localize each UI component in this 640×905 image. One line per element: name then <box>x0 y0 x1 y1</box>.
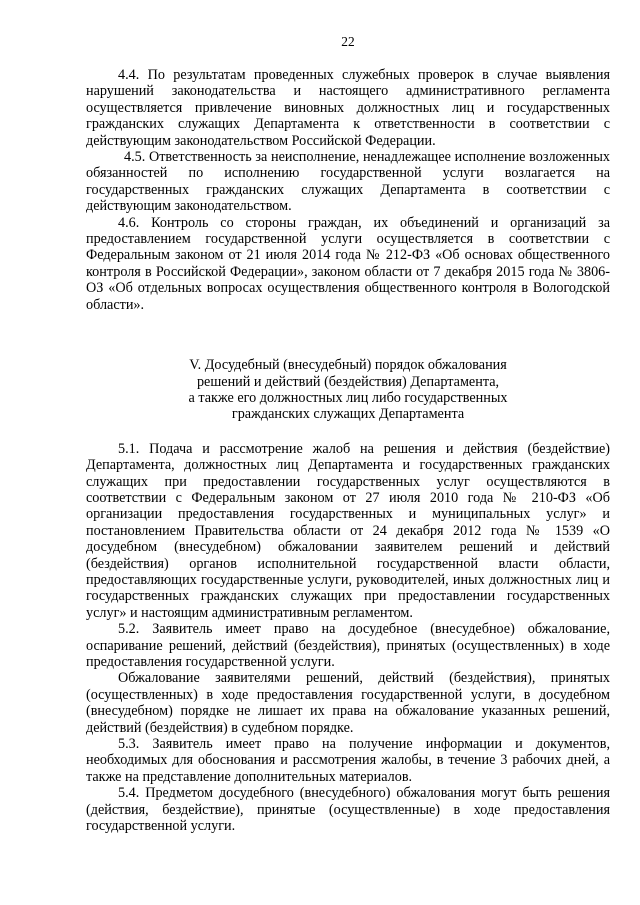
paragraph-4-4: 4.4. По результатам проведенных служебных проверок в случае выявления нарушений законодательства и настоящего административного регламента осуществляется привлечение виновных должностных лиц и государственных гражданских служащих Департамента к ответственности в соответствии с действующим законодательством Российской Федерации. <box>86 67 610 149</box>
document-body <box>86 67 610 834</box>
page-number: 22 <box>341 34 355 49</box>
section-heading-line: гражданских служащих Департамента <box>231 406 465 423</box>
paragraph-5-3: 5.3. Заявитель имеет право на получение информации и документов, необходимых для обоснования и рассмотрения жалобы, в течение 3 рабочих дней, а также на представление дополнительных материалов. <box>86 736 610 785</box>
paragraph-5-4: 5.4. Предметом досудебного (внесудебного) обжалования могут быть решения (действия, бездействие), принятые (осуществленные) в ходе предоставления государственной услуги. <box>86 785 610 835</box>
paragraph-5-2-continued: Обжалование заявителями решений, действий (бездействия), принятых (осуществленных) в ходе предоставления государственной услуги, в досудебном (внесудебном) порядке не лишает их права на обжалование указанных решений, действий (бездействия) в судебном порядке. <box>86 670 610 736</box>
paragraph-5-2: 5.2. Заявитель имеет право на досудебное (внесудебное) обжалование, оспаривание решений, действий (бездействия), принятых (осуществленных) в ходе предоставления государственной услуги. <box>86 621 610 670</box>
paragraph-5-1: 5.1. Подача и рассмотрение жалоб на решения и действия (бездействие) Департамента, должностных лиц Департамента и государственных гражданских служащих при предоставлении государственных услуг осуществляются в соответствии с Федеральным законом от 27 июля 2010 года № 210-ФЗ «Об организации предоставления государственных и муниципальных услуг» и постановлением Правительства области от 24 декабря 2012 года № 1539 «О досудебном (внесудебном) обжаловании заявителем решений и действий (бездействия) органов исполнительной государственной власти области, предоставляющих государственные услуги, руководителей, иных должностных лиц и государственных гражданских служащих при предоставлении государственных услуг» и настоящим административным регламентом. <box>86 440 610 621</box>
section-heading-line: V. Досудебный (внесудебный) порядок обжалования <box>189 357 507 374</box>
section-heading-line: решений и действий (бездействия) Департамента, <box>196 373 500 390</box>
paragraph-4-6: 4.6. Контроль со стороны граждан, их объединений и организаций за предоставлением государственной услуги осуществляется в соответствии с Федеральным законом от 21 июля 2014 года № 212-ФЗ «Об основах общественного контроля в Российской Федерации», законом области от 7 декабря 2015 года № 3806-ОЗ «Об отдельных вопросах осуществления общественного контроля в Вологодской области». <box>86 214 610 313</box>
section-heading <box>86 357 610 423</box>
section-heading-line: а также его должностных лиц либо государственных <box>188 389 508 406</box>
paragraph-4-5: 4.5. Ответственность за неисполнение, ненадлежащее исполнение возложенных обязанностей по исполнению государственной услуги возлагается на государственных гражданских служащих Департамента в соответствии с действующим законодательством. <box>86 149 610 215</box>
